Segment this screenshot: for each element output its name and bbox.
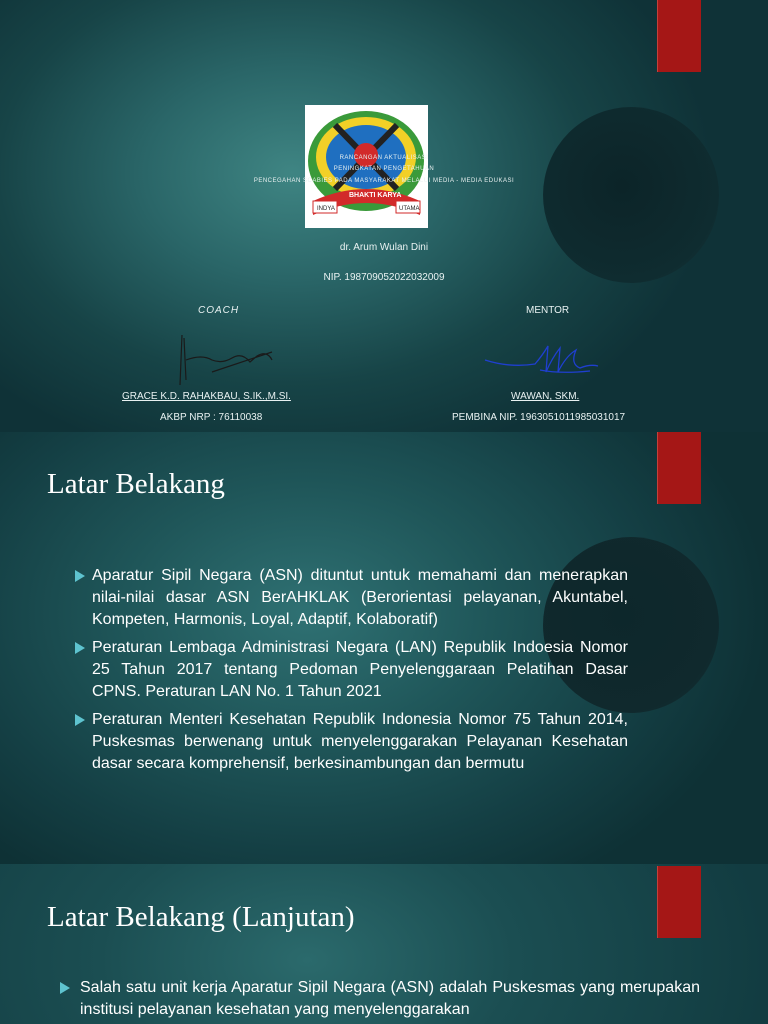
background-slide [0, 432, 768, 864]
list-item: Aparatur Sipil Negara (ASN) dituntut untuk memahami dan menerapkan nilai-nilai dasar ASN BerAHKLAK (Berorientasi pelayanan, Akuntabel, Kompeten, Harmonis, Loyal, Adaptif, Kolaboratif) [75, 565, 628, 631]
bullet-arrow-icon [75, 642, 85, 654]
mentor-signature [480, 338, 605, 383]
logo-ribbon-left: INDYA [317, 206, 335, 212]
coach-signature [172, 330, 282, 390]
accent-bar [657, 866, 701, 938]
mentor-name: WAWAN, SKM. [511, 391, 580, 402]
coach-name: GRACE K.D. RAHAKBAU, S.IK.,M.SI. [122, 391, 291, 402]
cover-slide [0, 0, 768, 432]
mentor-id: PEMBINA NIP. 1963051011985031017 [452, 412, 626, 423]
list-item: Peraturan Menteri Kesehatan Republik Indonesia Nomor 75 Tahun 2014, Puskesmas berwenang untuk menyelenggarakan Pelayanan Kesehatan dasar secara komprehensif, berkesinambungan dan bermutu [75, 709, 628, 775]
slide-title: Latar Belakang [47, 468, 225, 500]
list-item: Peraturan Lembaga Administrasi Negara (LAN) Republik Indoesia Nomor 25 Tahun 2017 tentang Pedoman Penyelenggaraan Pelatihan Dasar CPNS. Peraturan LAN No. 1 Tahun 2021 [75, 637, 628, 703]
bullet-arrow-icon [60, 982, 70, 994]
author-name: dr. Arum Wulan Dini [339, 242, 429, 253]
accent-bar [657, 432, 701, 504]
coach-label: COACH [198, 305, 240, 316]
mentor-label: MENTOR [526, 305, 570, 316]
slide-title: Latar Belakang (Lanjutan) [47, 901, 355, 933]
background-continued-slide [0, 864, 768, 1024]
accent-bar [657, 0, 701, 72]
logo-ribbon-right: UTAMA [399, 206, 420, 212]
logo-caption-2: PENINGKATAN PENGETAHUAN [333, 166, 435, 172]
bullet-list [75, 565, 628, 781]
bullet-arrow-icon [75, 570, 85, 582]
coach-id: AKBP NRP : 76110038 [160, 412, 263, 423]
logo-ribbon-center: BHAKTI KARYA [349, 192, 402, 199]
logo-caption-3: PENCEGAHAN SCABIES PADA MASYARAKAT MELALUI MEDIA - MEDIA EDUKASI [253, 178, 515, 184]
bullet-arrow-icon [75, 714, 85, 726]
list-item: Salah satu unit kerja Aparatur Sipil Negara (ASN) adalah Puskesmas yang merupakan institusi pelayanan kesehatan yang menyelenggarakan [60, 977, 700, 1021]
logo-caption-1: RANCANGAN AKTUALISASI [339, 155, 429, 161]
bullet-list [60, 977, 700, 1021]
author-nip: NIP. 198709052022032009 [323, 272, 445, 283]
decorative-circle [543, 107, 719, 283]
